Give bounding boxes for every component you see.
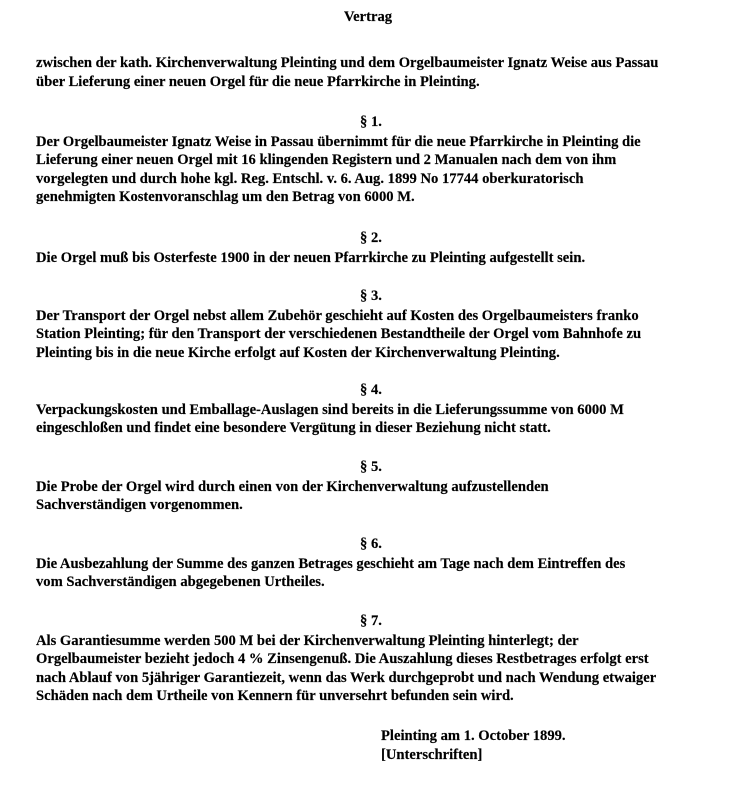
- section-heading: § 2.: [360, 230, 382, 246]
- section-5: [36, 458, 726, 515]
- section-line: Die Ausbezahlung der Summe des ganzen Betrages geschieht am Tage nach dem Eintreffen des: [36, 555, 626, 572]
- section-line: Sachverständigen vorgenommen.: [36, 497, 243, 513]
- section-line: Station Pleinting; für den Transport der verschiedenen Bestandtheile der Orgel vom Bahnhofe zu: [36, 326, 642, 342]
- section-heading: § 6.: [360, 536, 382, 552]
- section-line: Die Orgel muß bis Osterfeste 1900 in der neuen Pfarrkirche zu Pleinting aufgestellt sein.: [36, 249, 586, 266]
- signatures-note: [Unterschriften]: [381, 746, 483, 763]
- section-2: [36, 229, 726, 267]
- section-6: [36, 535, 726, 592]
- section-heading: § 3.: [360, 288, 382, 304]
- intro-line: zwischen der kath. Kirchenverwaltung Pleinting und dem Orgelbaumeister Ignatz Weise aus Passau: [36, 55, 659, 71]
- section-line: eingeschloßen und findet eine besondere Vergütung in dieser Beziehung nicht statt.: [36, 420, 551, 436]
- section-line: Pleinting bis in die neue Kirche erfolgt auf Kosten der Kirchenverwaltung Pleinting.: [36, 344, 560, 361]
- section-line: Verpackungskosten und Emballage-Auslagen sind bereits in die Lieferungssumme von 6000 M: [36, 401, 624, 418]
- section-line: vom Sachverständigen abgegebenen Urtheiles.: [36, 574, 325, 590]
- section-heading: § 4.: [360, 382, 382, 398]
- section-line: Orgelbaumeister bezieht jedoch 4 % Zinsengenuß. Die Auszahlung dieses Restbetrages erfolgt erst: [36, 651, 649, 667]
- section-3: [36, 287, 726, 362]
- intro-line: über Lieferung einer neuen Orgel für die neue Pfarrkirche in Pleinting.: [36, 73, 480, 90]
- section-heading: § 5.: [360, 459, 382, 475]
- section-heading: § 1.: [360, 114, 382, 130]
- section-line: Als Garantiesumme werden 500 M bei der Kirchenverwaltung Pleinting hinterlegt; der: [36, 632, 579, 649]
- section-7: [36, 612, 726, 706]
- section-1: [36, 113, 726, 207]
- section-line: Lieferung einer neuen Orgel mit 16 klingenden Registern und 2 Manualen nach dem von ihm: [36, 152, 617, 168]
- section-heading: § 7.: [360, 613, 382, 629]
- section-line: nach Ablauf von 5jähriger Garantiezeit, wenn das Werk durchgeprobt und nach Wendung etwaiger: [36, 669, 657, 686]
- section-line: Schäden nach dem Urtheile von Kennern für unversehrt befunden sein wird.: [36, 688, 514, 704]
- closing-block: [381, 727, 566, 764]
- document-title: Vertrag: [343, 9, 393, 25]
- intro-paragraph: [36, 54, 726, 91]
- place-date: Pleinting am 1. October 1899.: [381, 728, 566, 744]
- section-line: genehmigten Kostenvoranschlag um den Betrag von 6000 M.: [36, 189, 415, 205]
- section-line: vorgelegten und durch hohe kgl. Reg. Entschl. v. 6. Aug. 1899 No 17744 oberkuratorisch: [36, 170, 584, 187]
- section-line: Der Orgelbaumeister Ignatz Weise in Passau übernimmt für die neue Pfarrkirche in Pleinting die: [36, 133, 641, 150]
- section-4: [36, 381, 726, 438]
- section-line: Der Transport der Orgel nebst allem Zubehör geschieht auf Kosten des Orgelbaumeisters franko: [36, 307, 639, 324]
- section-line: Die Probe der Orgel wird durch einen von der Kirchenverwaltung aufzustellenden: [36, 478, 549, 495]
